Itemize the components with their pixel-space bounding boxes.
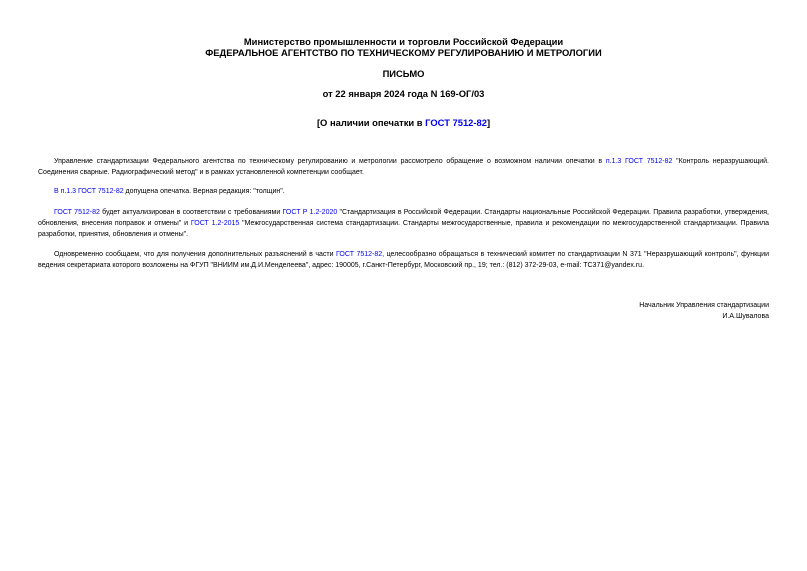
document-type: ПИСЬМО: [382, 68, 425, 79]
subject-close-text: ]: [486, 117, 491, 128]
signature-position: Начальник Управления стандартизации: [639, 302, 769, 309]
paragraph-4: [38, 249, 769, 271]
paragraph-3: [38, 207, 769, 240]
paragraph-1-text-b: "Контроль неразрушающий. Соединения сварные. Радиографический метод" и в рамках установленной компетенции сообщает.: [38, 158, 769, 176]
gost-7512-link[interactable]: ГОСТ 7512-82: [54, 209, 100, 216]
agency-title: ФЕДЕРАЛЬНОЕ АГЕНТСТВО ПО ТЕХНИЧЕСКОМУ РЕГУЛИРОВАНИЮ И МЕТРОЛОГИИ: [205, 47, 602, 58]
paragraph-2: [38, 186, 769, 197]
paragraph-4-text-a: Одновременно сообщаем, что для получения дополнительных разъяснений в части: [54, 251, 337, 258]
paragraph-1-text-a: Управление стандартизации Федерального агентства по техническому регулированию и метрологии рассмотрело обращение о возможном наличии опечатки в: [54, 158, 606, 165]
document-subject: [0, 117, 807, 128]
signature-name: И.А.Шувалова: [722, 313, 769, 320]
paragraph-1: [38, 156, 769, 178]
gost-r-1-2-2020-link[interactable]: ГОСТ Р 1.2-2020: [282, 209, 338, 216]
paragraph-3-text-b: "Стандартизация в Российской Федерации. Стандарты национальные Российской Федерации. Правила разработки, утверждения, обновления, внесения поправок и отмены" и: [38, 209, 769, 227]
subject-open-text: [О наличии опечатки в: [316, 117, 426, 128]
gost-1-2-2015-link[interactable]: ГОСТ 1.2-2015: [190, 220, 240, 227]
gost-7512-p13-link-2[interactable]: В п.1.3 ГОСТ 7512-82: [54, 188, 124, 195]
ministry-title: Министерство промышленности и торговли Российской Федерации: [243, 36, 564, 47]
subject-gost-link[interactable]: ГОСТ 7512-82: [425, 117, 487, 128]
paragraph-2-text: допущена опечатка. Верная редакция: "толщин".: [123, 188, 285, 195]
paragraph-3-text-a: будет актуализирован в соответствии с требованиями: [99, 209, 283, 216]
gost-7512-p13-link[interactable]: п.1.3 ГОСТ 7512-82: [605, 158, 673, 165]
document-date: от 22 января 2024 года N 169-ОГ/03: [322, 88, 485, 99]
paragraph-3-text-c: "Межгосударственная система стандартизации. Стандарты межгосударственные, правила и рекомендации по межгосударственной стандартизации. Правила разработки, принятия, обновления и отмены".: [38, 220, 769, 238]
gost-7512-link-2[interactable]: ГОСТ 7512-82: [336, 251, 383, 258]
paragraph-4-text-b: , целесообразно обращаться в технический комитет по стандартизации N 371 "Неразрушающий контроль", функции ведения секретариата которого возложены на ФГУП "ВНИИМ им.Д.И.Менделеева", адрес: 190005, г.Санкт-Петербург, Московский пр., 19; тел.: (812) 372-29-03, e-mail: TC371@yandex.ru.: [38, 251, 770, 269]
